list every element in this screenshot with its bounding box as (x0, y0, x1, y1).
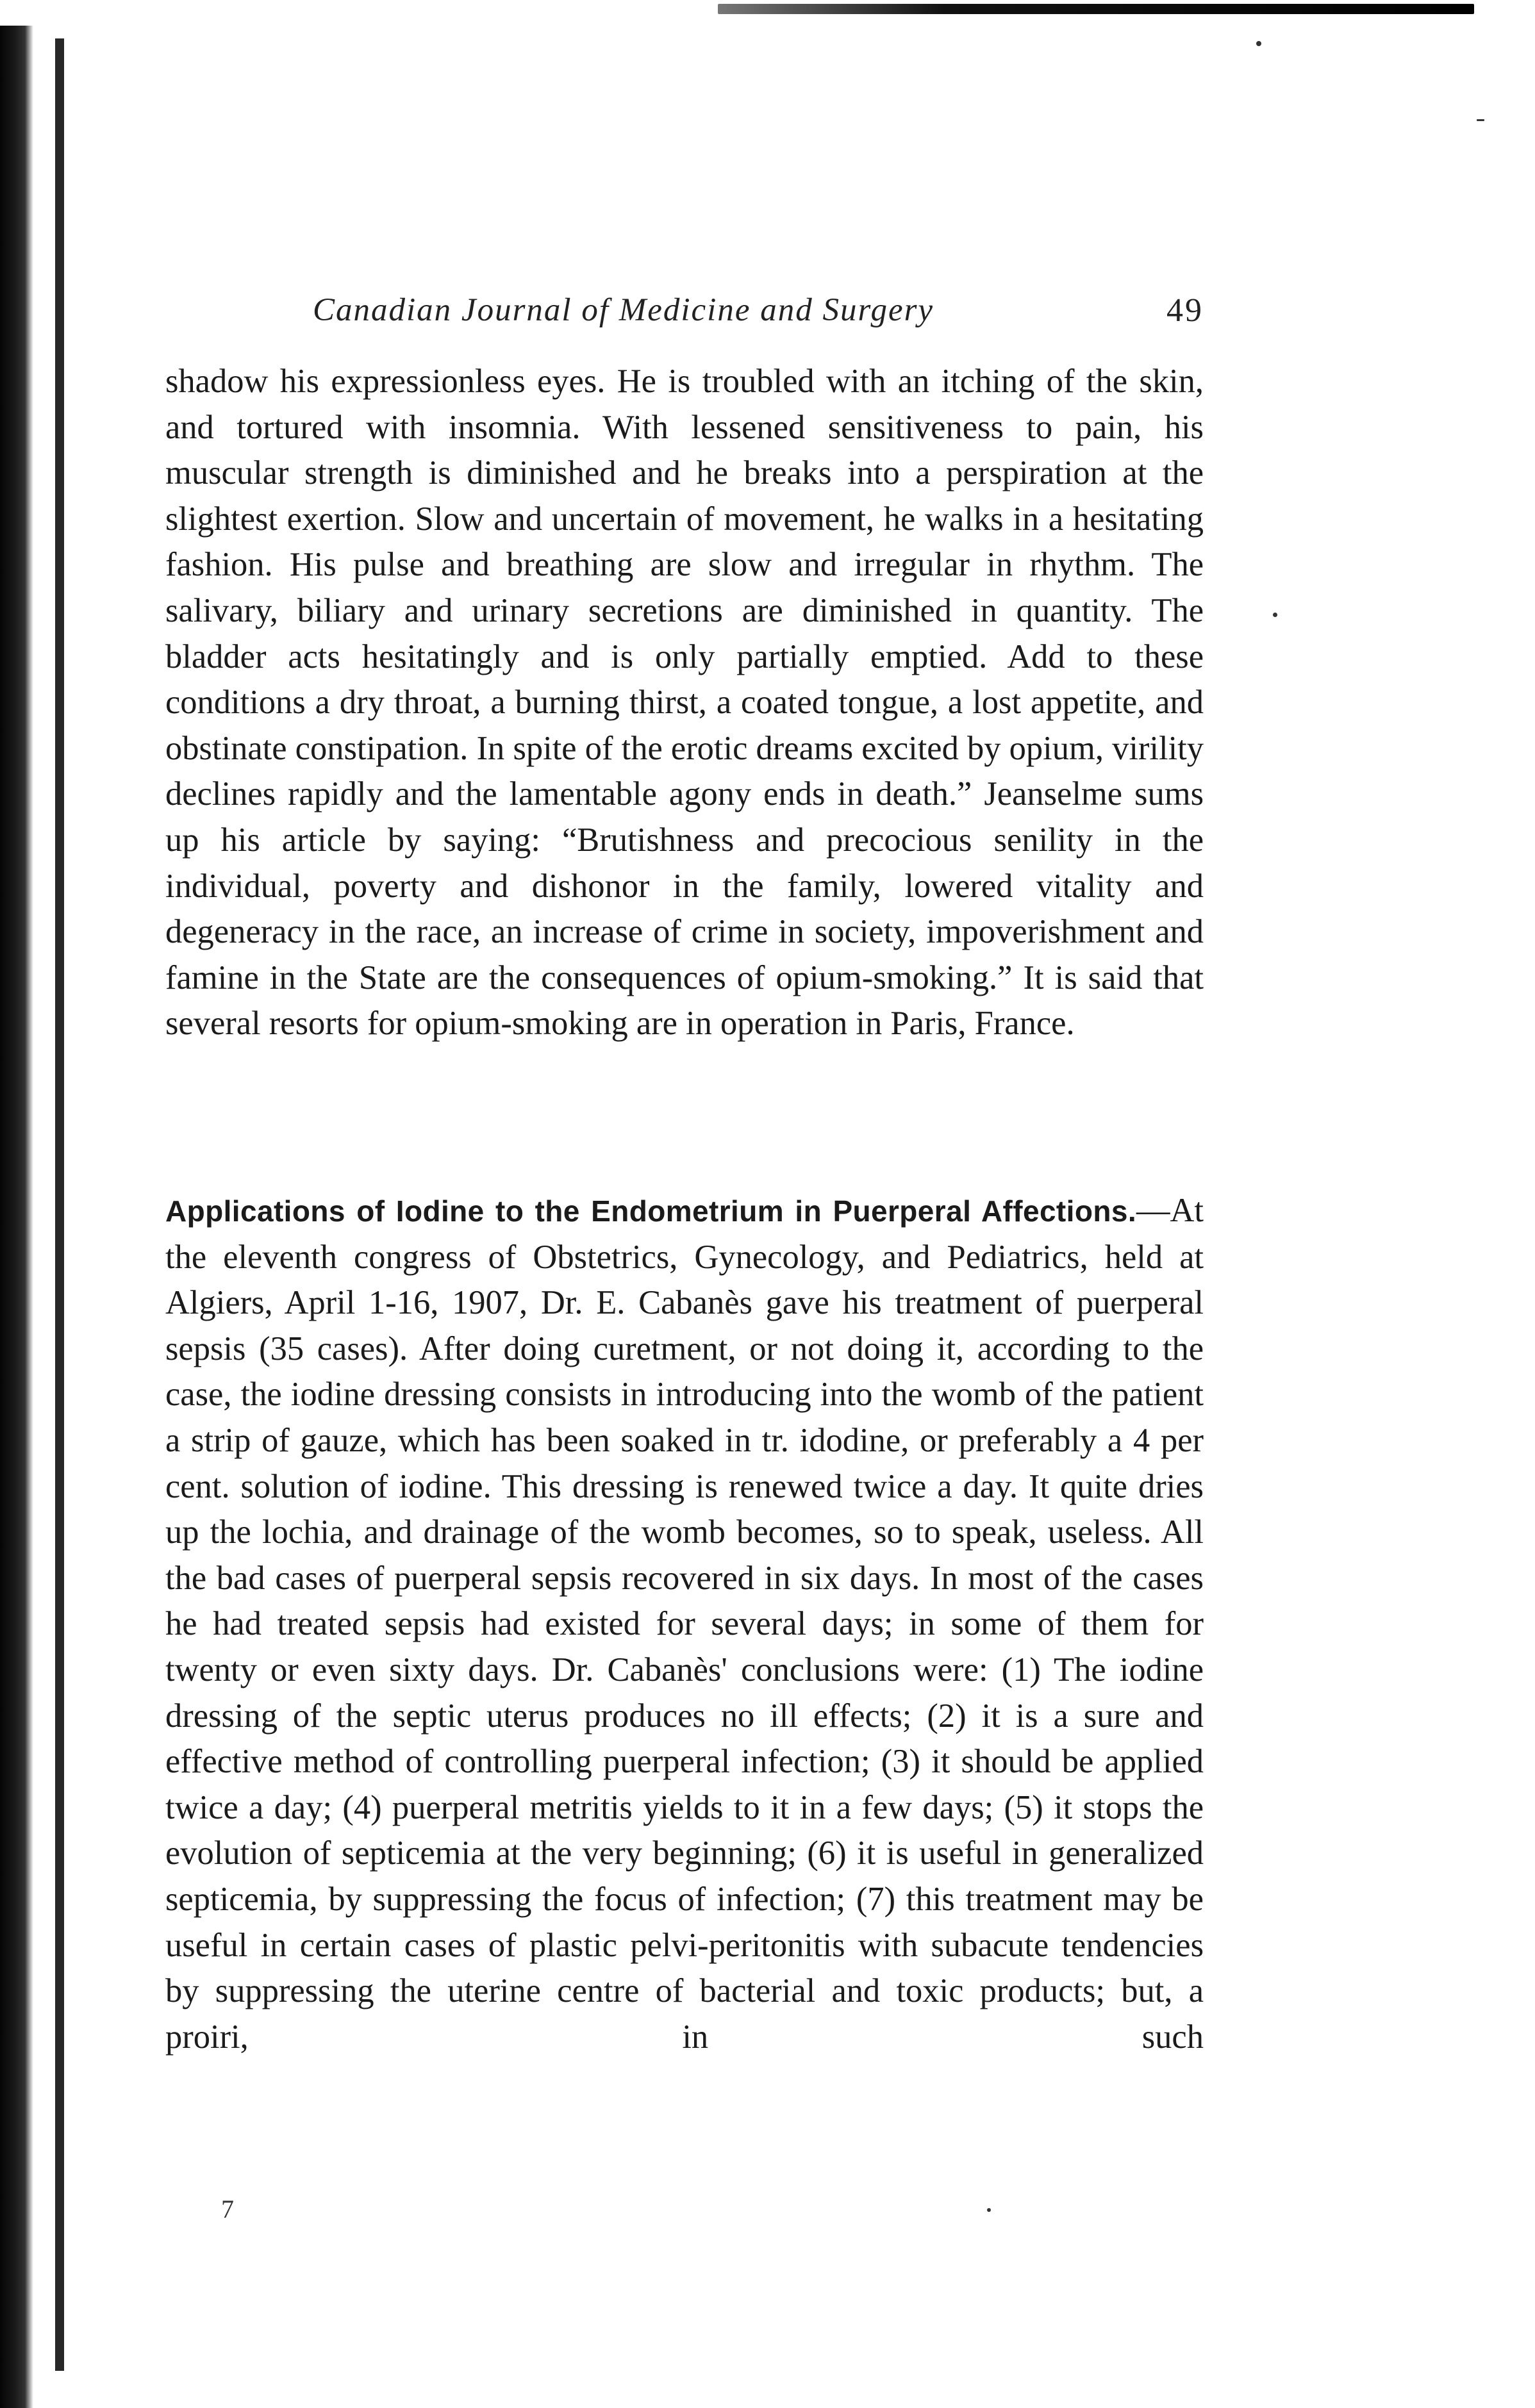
scan-speck (1273, 613, 1277, 617)
section-body: —At the eleventh congress of Obstetrics, Gynecology, and Pediatrics, held at Algiers, April 1-16, 1907, Dr. E. Cabanès gave his treatment of puerperal sepsis (35 cases). After doing curetment, or not doing it, according to the case, the iodine dressing consists in introducing into the womb of the patient a strip of gauze, which has been soaked in tr. idodine, or preferably a 4 per cent. solution of iodine. This dressing is renewed twice a day. It quite dries up the lochia, and drainage of the womb becomes, so to speak, useless. All the bad cases of puerperal sepsis recovered in six days. In most of the cases he had treated sepsis had existed for several days; in some of them for twenty or even sixty days. Dr. Cabanès' conclusions were: (1) The iodine dressing of the septic uterus produces no ill effects; (2) it is a sure and effective method of controlling puerperal infection; (3) it should be applied twice a day; (4) puerperal metritis yields to it in a few days; (5) it stops the evolution of septicemia at the very beginning; (6) it is useful in generalized septicemia, by suppressing the focus of infection; (7) this treatment may be useful in certain cases of plastic pelvi-peritonitis with subacute tendencies by suppressing the uterine centre of bacterial and toxic products; but, a proiri, in such (165, 1192, 1204, 2056)
scan-speck (1477, 119, 1484, 121)
page-number: 49 (1166, 292, 1204, 329)
body-paragraph-2 (165, 1188, 1204, 2060)
scan-speck (1256, 41, 1261, 46)
scan-top-edge (718, 4, 1474, 14)
scan-speck (987, 2208, 991, 2212)
signature-mark: 7 (221, 2195, 234, 2223)
section-heading: Applications of Iodine to the Endometrium in Puerperal Affections. (165, 1194, 1136, 1228)
running-head (165, 292, 1204, 343)
scan-binding-line (55, 38, 64, 2371)
body-paragraph-1: shadow his expressionless eyes. He is troubled with an itching of the skin, and tortured with insomnia. With lessened sensitiveness to pain, his muscular strength is diminished and he breaks into a perspiration at the slightest exertion. Slow and uncertain of movement, he walks in a hesitating fashion. His pulse and breathing are slow and irregular in rhythm. The salivary, biliary and urinary secretions are diminished in quantity. The bladder acts hesitatingly and is only partially emptied. Add to these conditions a dry throat, a burning thirst, a coated tongue, a lost appetite, and obstinate constipation. In spite of the erotic dreams excited by opium, virility declines rapidly and the lamentable agony ends in death.” Jeanselme sums up his article by saying: “Brutishness and precocious senility in the individual, poverty and dishonor in the family, lowered vitality and degeneracy in the race, an increase of crime in society, impoverishment and famine in the State are the consequences of opium-smoking.” It is said that several resorts for opium-smoking are in operation in Paris, France. (165, 363, 1204, 1043)
scan-binding-shadow (0, 26, 33, 2408)
journal-title: Canadian Journal of Medicine and Surgery (313, 292, 934, 328)
